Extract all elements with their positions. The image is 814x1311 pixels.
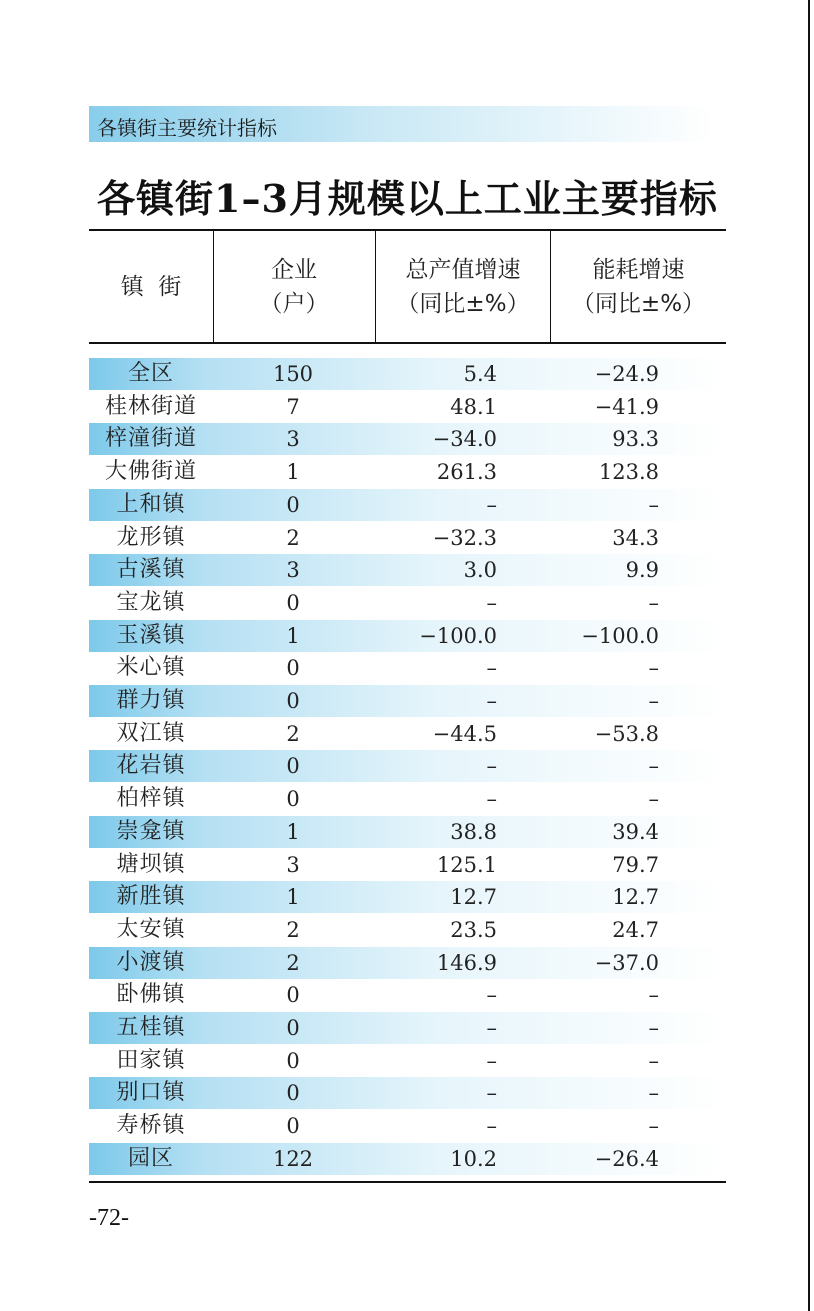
row-name: 群力镇 [116, 688, 186, 713]
row-enterprises: 0 [286, 787, 300, 812]
row-name: 宝龙镇 [116, 589, 186, 615]
row-name: 龙形镇 [116, 524, 186, 550]
row-energy: – [648, 656, 659, 681]
row-gross-output: −100.0 [419, 623, 497, 648]
row-energy: −24.9 [594, 362, 659, 386]
row-enterprises: 3 [286, 427, 300, 452]
table-row [89, 914, 726, 946]
table-row [89, 947, 726, 979]
row-enterprises: 1 [286, 885, 300, 910]
row-enterprises: 3 [286, 852, 300, 877]
table-row [89, 783, 726, 815]
row-enterprises: 1 [286, 460, 300, 485]
row-energy: −41.9 [594, 394, 659, 419]
table-row [89, 849, 726, 881]
row-energy: −53.8 [594, 721, 659, 746]
row-gross-output: – [486, 754, 497, 779]
row-name: 塘坝镇 [116, 851, 186, 877]
row-name: 大佛街道 [104, 459, 197, 485]
row-enterprises: 1 [286, 623, 300, 648]
row-gross-output: 38.8 [450, 819, 497, 844]
header-energy [551, 231, 726, 342]
row-energy: 34.3 [612, 525, 659, 550]
row-gross-output: – [486, 787, 497, 812]
page-number: -72- [89, 1205, 129, 1231]
table-row [89, 750, 726, 782]
row-energy: – [648, 983, 659, 1008]
table-row [89, 522, 726, 554]
row-enterprises: 0 [286, 656, 300, 681]
row-energy: 9.9 [625, 558, 659, 583]
row-enterprises: 2 [286, 950, 300, 975]
header-bottom-rule [89, 342, 726, 344]
header-energy-line2: （同比±%） [571, 290, 706, 317]
row-name: 古溪镇 [116, 557, 186, 583]
row-name: 小渡镇 [116, 949, 186, 975]
row-energy: 12.7 [612, 885, 659, 910]
row-name: 柏梓镇 [116, 786, 186, 812]
row-name: 太安镇 [116, 916, 186, 942]
table-row [89, 816, 726, 848]
row-name: 寿桥镇 [116, 1113, 186, 1139]
row-enterprises: 0 [286, 754, 300, 779]
table-row [89, 554, 726, 586]
row-gross-output: 10.2 [450, 1146, 497, 1171]
row-enterprises: 0 [286, 1016, 300, 1040]
row-gross-output: 125.1 [436, 852, 497, 877]
row-name: 桂林街道 [104, 393, 197, 419]
header-energy-line1: 能耗增速 [592, 256, 685, 283]
row-gross-output: 5.4 [463, 362, 497, 386]
row-name: 田家镇 [116, 1047, 186, 1073]
row-gross-output: – [486, 689, 497, 713]
table-row [89, 1077, 726, 1109]
row-name: 别口镇 [116, 1080, 186, 1106]
row-gross-output: – [486, 1016, 497, 1040]
header-name-label: 镇 街 [120, 273, 182, 300]
row-name: 园区 [127, 1145, 174, 1171]
row-name: 上和镇 [116, 491, 186, 517]
row-enterprises: 0 [286, 1114, 300, 1139]
row-gross-output: 3.0 [463, 558, 497, 583]
row-enterprises: 122 [272, 1146, 314, 1171]
row-gross-output: – [486, 983, 497, 1008]
header-gross-output-line2: （同比±%） [396, 290, 530, 317]
row-gross-output: – [486, 656, 497, 681]
header-enterprises-line1: 企业 [271, 256, 317, 283]
header-enterprises-line2: （户） [259, 290, 329, 317]
row-enterprises: 150 [272, 362, 314, 386]
row-name: 花岩镇 [116, 753, 186, 779]
row-name: 卧佛镇 [116, 982, 186, 1008]
header-name [89, 231, 213, 342]
header-gross-output [376, 231, 550, 342]
table-bottom-rule [89, 1181, 726, 1183]
table-row [89, 685, 726, 717]
row-name: 双江镇 [116, 720, 186, 746]
section-label: 各镇街主要统计指标 [97, 116, 277, 140]
row-energy: – [648, 1016, 659, 1040]
row-energy: – [648, 1081, 659, 1106]
table-row [89, 1110, 726, 1142]
row-gross-output: 12.7 [450, 885, 497, 910]
row-enterprises: 0 [286, 590, 300, 615]
row-energy: 123.8 [598, 460, 659, 485]
header-enterprises [214, 231, 374, 342]
row-enterprises: 0 [286, 983, 300, 1008]
table-row [89, 1143, 726, 1175]
row-enterprises: 0 [286, 1081, 300, 1106]
row-energy: – [648, 1114, 659, 1139]
table-row [89, 391, 726, 423]
row-energy: – [648, 787, 659, 812]
table-row [89, 456, 726, 488]
table-row [89, 358, 726, 390]
table-row [89, 587, 726, 619]
row-gross-output: 261.3 [436, 460, 497, 485]
row-gross-output: −34.0 [432, 427, 497, 452]
row-name: 新胜镇 [116, 884, 186, 910]
table-row [89, 881, 726, 913]
row-energy: −26.4 [594, 1146, 659, 1171]
row-enterprises: 0 [286, 492, 300, 517]
header-gross-output-line1: 总产值增速 [405, 256, 521, 283]
row-name: 五桂镇 [116, 1015, 186, 1040]
row-energy: – [648, 1048, 659, 1073]
row-enterprises: 0 [286, 689, 300, 713]
row-gross-output: −44.5 [432, 721, 497, 746]
row-enterprises: 0 [286, 1048, 300, 1073]
row-gross-output: 48.1 [450, 394, 497, 419]
row-energy: 24.7 [612, 917, 659, 942]
row-gross-output: – [486, 1114, 497, 1139]
row-enterprises: 1 [286, 819, 300, 844]
row-gross-output: −32.3 [432, 525, 497, 550]
row-energy: – [648, 590, 659, 615]
row-energy: – [648, 754, 659, 779]
row-gross-output: 23.5 [450, 917, 497, 942]
table-row [89, 718, 726, 750]
section-header-band [89, 106, 714, 142]
row-energy: −100.0 [581, 623, 659, 648]
row-energy: – [648, 689, 659, 713]
row-name: 玉溪镇 [116, 622, 186, 648]
row-name: 米心镇 [116, 655, 186, 681]
table-row [89, 979, 726, 1011]
row-gross-output: – [486, 1048, 497, 1073]
row-energy: 79.7 [612, 852, 659, 877]
row-gross-output: – [486, 492, 497, 517]
table-row [89, 652, 726, 684]
row-enterprises: 2 [286, 917, 300, 942]
row-energy: −37.0 [594, 950, 659, 975]
row-gross-output: – [486, 1081, 497, 1106]
row-enterprises: 7 [286, 394, 300, 419]
table-row [89, 1045, 726, 1077]
page-title: 各镇街1–3月规模以上工业主要指标 [97, 176, 718, 221]
row-enterprises: 2 [286, 525, 300, 550]
row-gross-output: 146.9 [436, 950, 497, 975]
page-edge-rule [808, 0, 810, 1311]
row-enterprises: 2 [286, 721, 300, 746]
row-enterprises: 3 [286, 558, 300, 583]
table-row [89, 620, 726, 652]
row-name: 梓潼街道 [104, 426, 197, 452]
table-row [89, 423, 726, 455]
row-gross-output: – [486, 590, 497, 615]
row-energy: 93.3 [612, 427, 659, 452]
row-energy: – [648, 492, 659, 517]
table-row [89, 1012, 726, 1044]
row-name: 全区 [127, 361, 174, 386]
row-energy: 39.4 [612, 819, 659, 844]
table-row [89, 489, 726, 521]
row-name: 崇龛镇 [116, 818, 186, 844]
